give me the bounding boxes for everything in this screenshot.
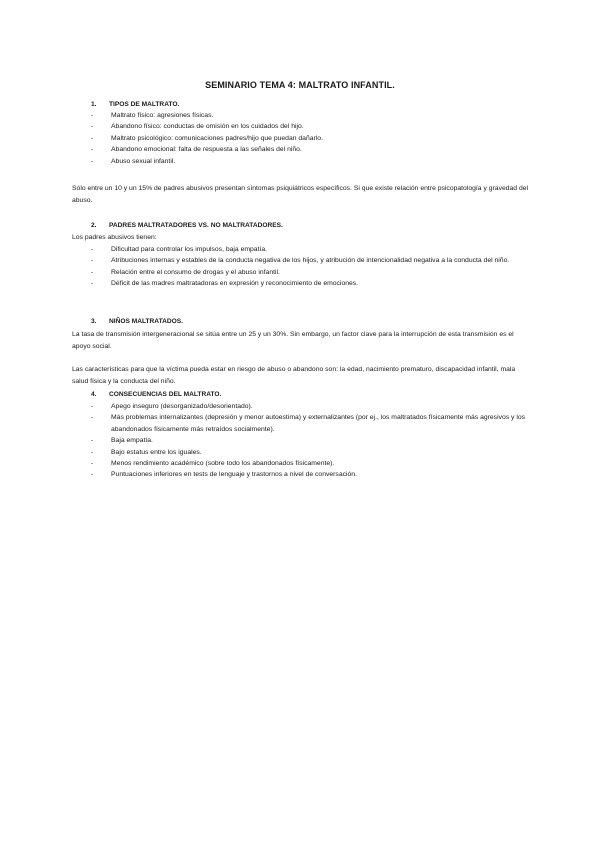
list-item: - Relación entre el consumo de drogas y el abuso infantil. (91, 267, 531, 278)
list-item: - Bajo estatus entre los iguales. (91, 447, 531, 458)
list-item: - Atribuciones internas y estables de la conducta negativa de los hijos, y atribución de intencionalidad negativa a la conducta del niño. (91, 255, 531, 266)
list-item: - Abandono físico: conductas de omisión en los cuidados del hijo. (91, 121, 531, 132)
section-3-heading (91, 318, 183, 325)
section-2-intro: Los padres abusivos tienen: (72, 234, 157, 241)
section-4-list (91, 401, 531, 481)
list-item: - Abuso sexual infantil. (91, 156, 531, 167)
section-1-number: 1. (91, 101, 97, 108)
section-1-list (91, 110, 531, 167)
section-4-title: CONSECUENCIAS DEL MALTRATO. (109, 391, 222, 398)
list-item: - Abandono emocional: falta de respuesta a las señales del niño. (91, 144, 531, 155)
section-3-paragraph-1: La tasa de transmisión intergeneracional se sitúa entre un 25 y un 30%. Sin embargo, un factor clave para la interrupción de esta transmisión es el apoyo social. (72, 331, 514, 350)
section-1-heading (91, 101, 179, 108)
section-2-heading (91, 222, 283, 229)
section-2-list (91, 244, 531, 290)
page-title: SEMINARIO TEMA 4: MALTRATO INFANTIL. (205, 80, 395, 90)
list-item: - Dificultad para controlar los impulsos, baja empatía. (91, 244, 531, 255)
list-item: - Maltrato psicológico: comunicaciones padres/hijo que puedan dañarlo. (91, 133, 531, 144)
section-3-title: NIÑOS MALTRATADOS. (109, 318, 183, 325)
list-item: - Maltrato físico: agresiones físicas. (91, 110, 531, 121)
list-item: - Déficit de las madres maltratadoras en expresión y reconocimiento de emociones. (91, 278, 531, 289)
list-item: - Apego inseguro (desorganizado/desorientado). (91, 401, 531, 412)
list-item: - Puntuaciones inferiores en tests de lenguaje y trastornos a nivel de conversación. (91, 469, 531, 480)
list-item: - Menos rendimiento académico (sobre todo los abandonados físicamente). (91, 458, 531, 469)
list-item: - Baja empatía. (91, 435, 531, 446)
section-1-title: TIPOS DE MALTRATO. (109, 101, 180, 108)
section-1-paragraph: Sólo entre un 10 y un 15% de padres abusivos presentan síntomas psiquiátricos específicos. Si que existe relación entre psicopatología y gravedad del abuso. (72, 185, 529, 204)
section-4-heading (91, 391, 221, 398)
section-3-paragraph-2: Las características para que la víctima pueda estar en riesgo de abuso o abandono son: la edad, nacimiento prematuro, discapacidad infantil, mala salud física y la conducta del niño. (72, 366, 516, 385)
section-2-title: PADRES MALTRATADORES VS. NO MALTRATADORES. (109, 222, 283, 229)
section-3-number: 3. (91, 318, 97, 325)
section-4-number: 4. (91, 391, 97, 398)
list-item: - Más problemas internalizantes (depresión y menor autoestima) y externalizantes (por ej., los maltratados físicamente más agresivos y los abandonados físicamente más retraídos socialmente). (91, 412, 531, 435)
section-2-number: 2. (91, 222, 97, 229)
